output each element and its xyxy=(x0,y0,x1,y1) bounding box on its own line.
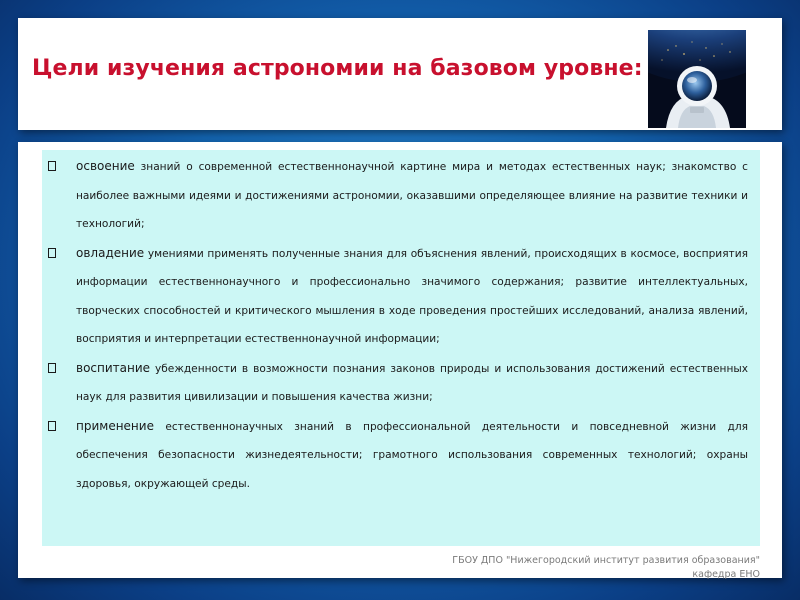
goal-text: убежденности в возможности познания законов природы и использования достижений естественных наук для развития цивилизации и повышения качества жизни; xyxy=(76,362,748,403)
goal-keyword: воспитание xyxy=(76,360,151,375)
goal-text: естественнонаучных знаний в профессиональной деятельности и повседневной жизни для обеспечения безопасности жизнедеятельности; грамотного использования современных технологий; охраны здоровья, окружающей среды. xyxy=(76,420,748,490)
goal-keyword: освоение xyxy=(76,159,135,173)
goal-text: умениями применять полученные знания для объяснения явлений, происходящих в космосе, восприятия информации естественнонаучного и профессионально значимого содержания; развитие интеллектуальных, творческих способностей и критического мышления в ходе проведения простейших исследований, анализа явлений, восприятия и интерпретации естественнонаучной информации; xyxy=(76,247,748,345)
goals-list xyxy=(42,152,760,498)
astronaut-earth-illustration xyxy=(648,30,746,128)
goal-item xyxy=(42,412,760,499)
square-bullet-icon xyxy=(48,363,56,373)
footer-institution: ГБОУ ДПО "Нижегородский институт развития образования" xyxy=(452,555,760,566)
goal-text: знаний о современной естественнонаучной картине мира и методах естественных наук; знакомство с наиболее важными идеями и достижениями астрономии, оказавшими определяющее влияние на развитие техники и технологий; xyxy=(76,161,748,230)
square-bullet-icon xyxy=(48,421,56,431)
footer-credit xyxy=(452,554,760,582)
content-panel xyxy=(18,142,782,578)
goal-item xyxy=(42,354,760,412)
title-panel xyxy=(18,18,782,130)
goal-keyword: овладение xyxy=(76,245,145,260)
slide-title: Цели изучения астрономии на базовом уровне: xyxy=(32,56,643,81)
astronaut-earth-image xyxy=(648,30,746,128)
goal-item xyxy=(42,152,760,239)
goal-keyword: применение xyxy=(76,418,154,433)
square-bullet-icon xyxy=(48,248,56,258)
goal-item xyxy=(42,239,760,354)
square-bullet-icon xyxy=(48,161,56,171)
footer-department: кафедра ЕНО xyxy=(692,569,760,580)
goals-box xyxy=(42,150,760,546)
